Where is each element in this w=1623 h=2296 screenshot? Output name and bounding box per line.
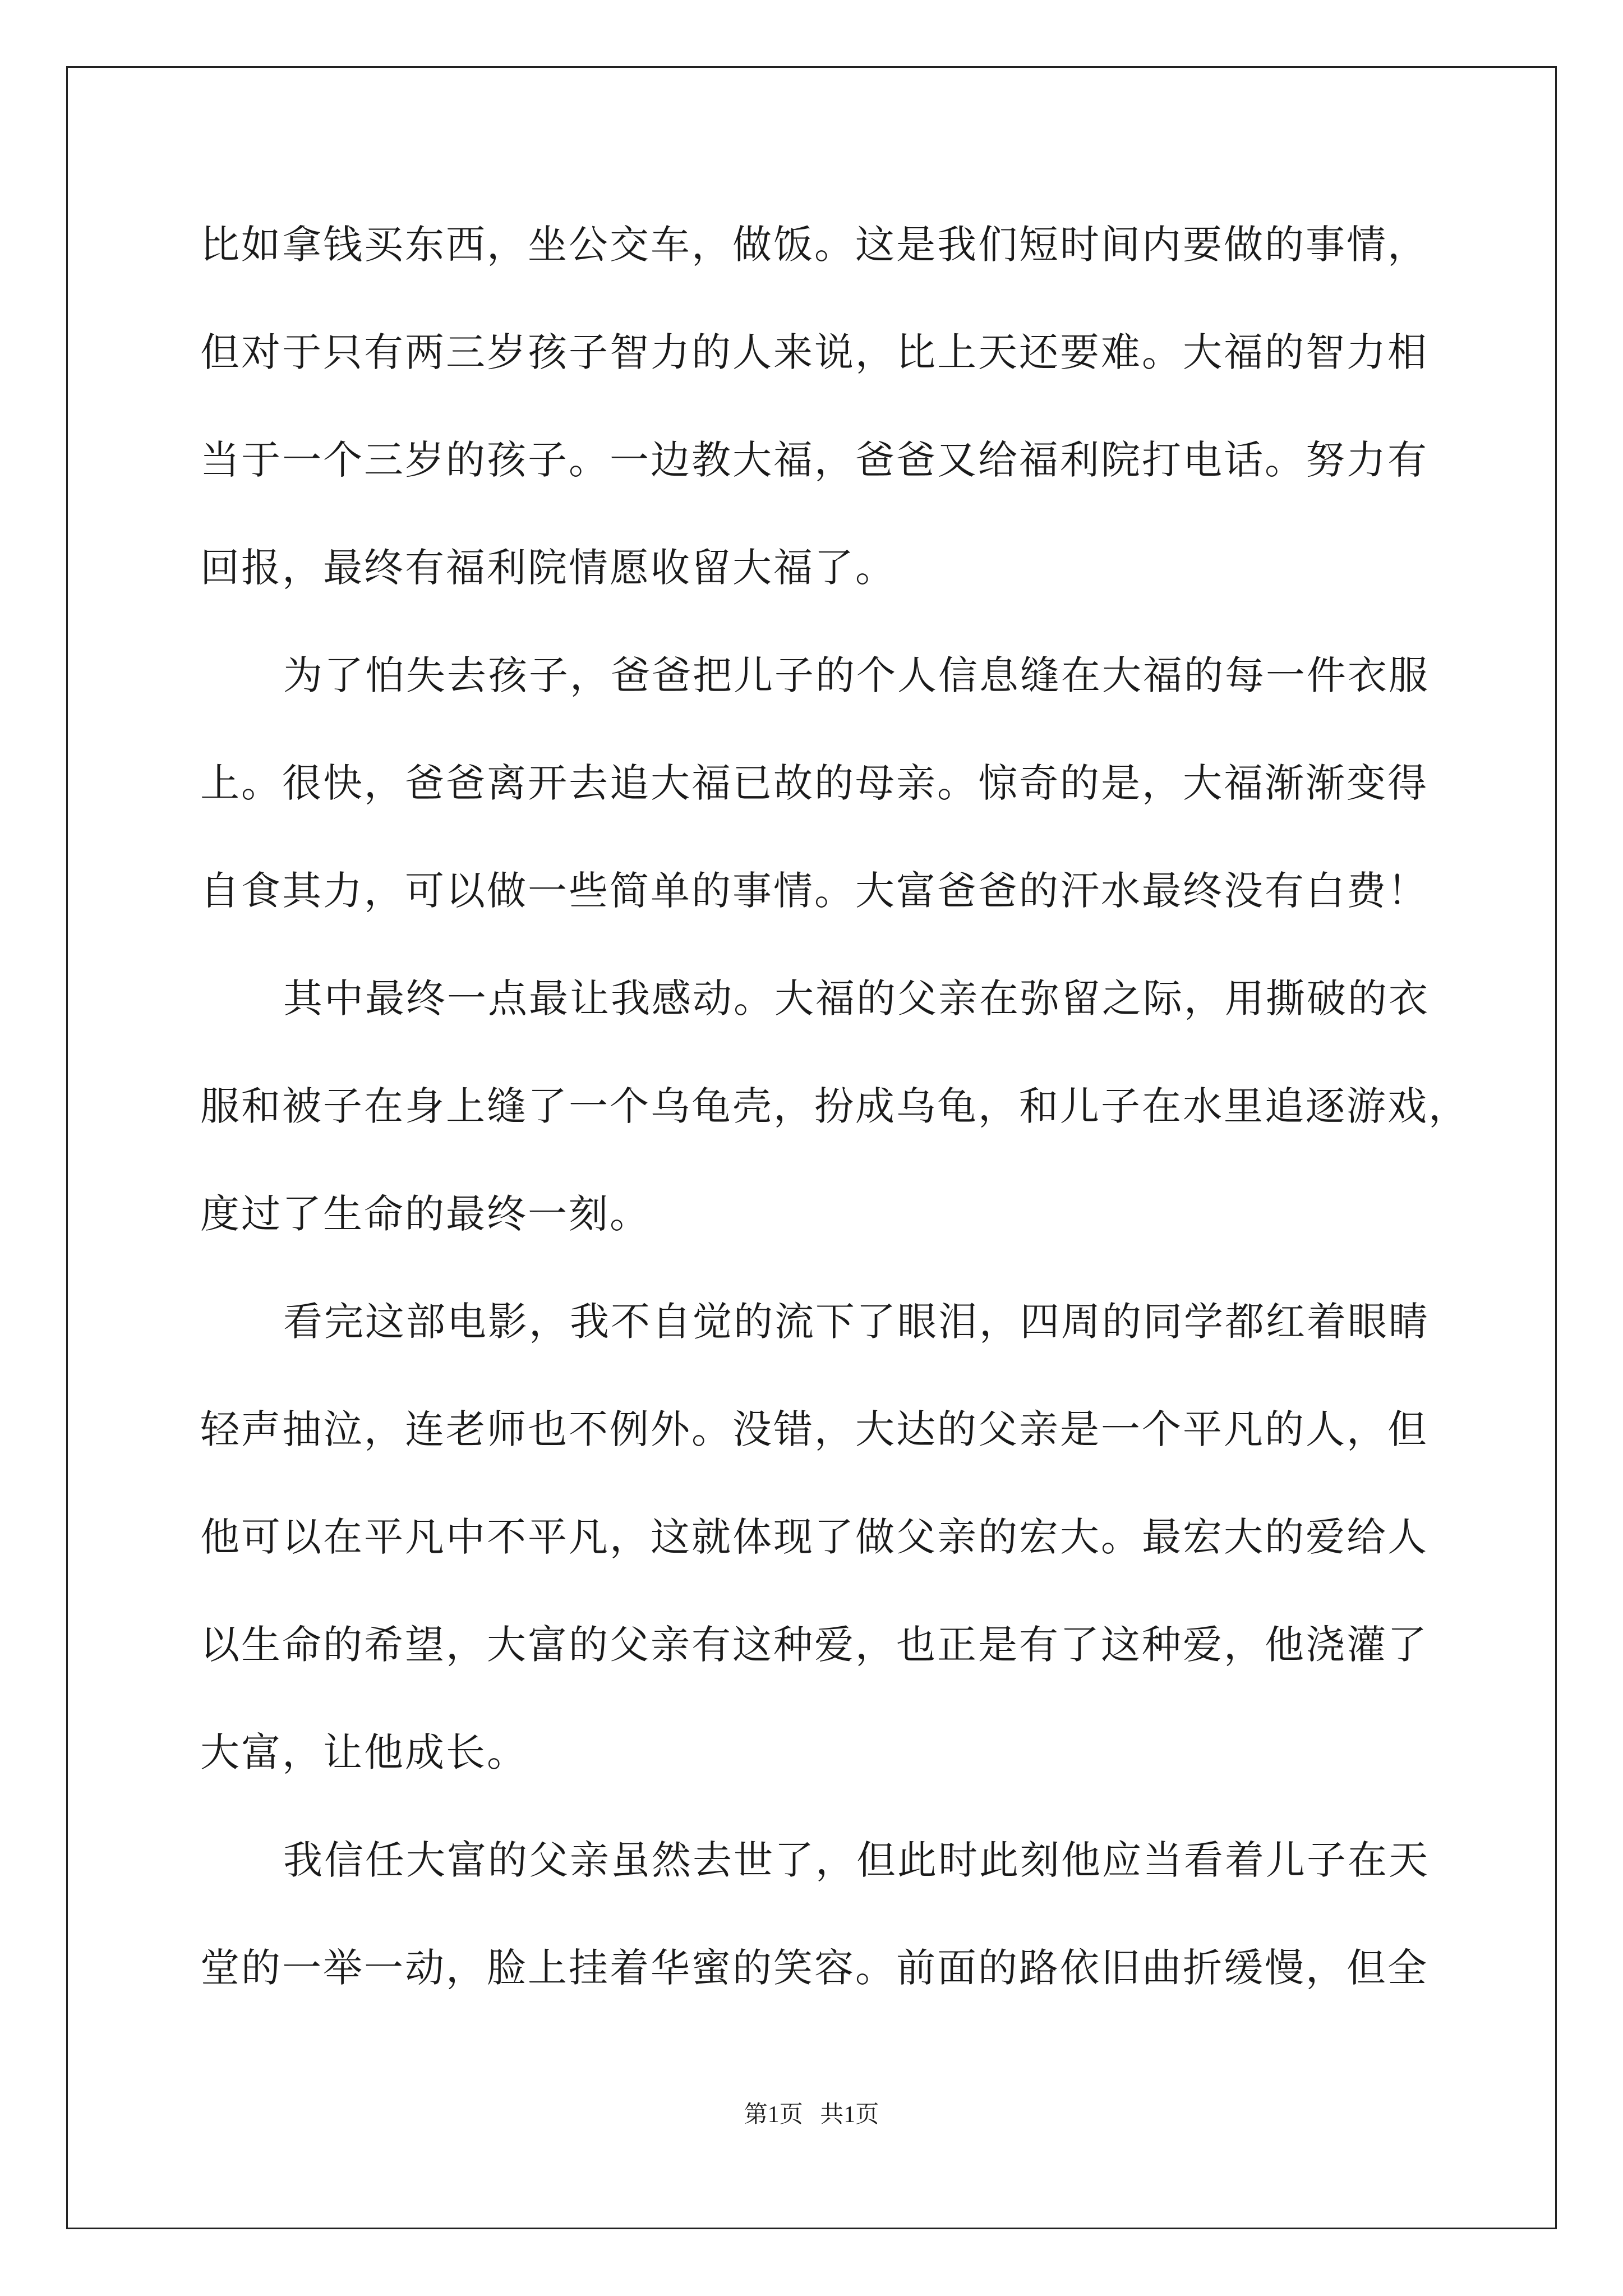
text-line: 堂的一举一动，脸上挂着华蜜的笑容。前面的路依旧曲折缓慢，但全	[200, 1945, 1428, 1991]
text-line: 上。很快，爸爸离开去追大福已故的母亲。惊奇的是，大福渐渐变得	[200, 760, 1428, 806]
text-line: 我信任大富的父亲虽然去世了，但此时此刻他应当看着儿子在天	[283, 1837, 1430, 1883]
text-line: 其中最终一点最让我感动。大福的父亲在弥留之际，用撕破的衣	[283, 976, 1430, 1022]
text-line: 比如拿钱买东西，坐公交车，做饭。这是我们短时间内要做的事情，	[200, 222, 1428, 268]
text-line: 回报，最终有福利院情愿收留大福了。	[200, 545, 896, 591]
text-line: 轻声抽泣，连老师也不例外。没错，大达的父亲是一个平凡的人，但	[200, 1406, 1428, 1452]
text-line: 度过了生命的最终一刻。	[200, 1191, 651, 1237]
text-line: 大富，让他成长。	[200, 1729, 528, 1775]
text-line: 他可以在平凡中不平凡，这就体现了做父亲的宏大。最宏大的爱给人	[200, 1514, 1428, 1560]
text-line: 当于一个三岁的孩子。一边教大福，爸爸又给福利院打电话。努力有	[200, 437, 1428, 483]
text-line: 自食其力，可以做一些简单的事情。大富爸爸的汗水最终没有白费！	[200, 868, 1428, 914]
page-number: 第1页	[744, 2102, 803, 2128]
text-line: 但对于只有两三岁孩子智力的人来说，比上天还要难。大福的智力相	[200, 329, 1428, 375]
page-footer	[0, 2098, 1623, 2132]
text-line: 看完这部电影，我不自觉的流下了眼泪，四周的同学都红着眼睛	[283, 1299, 1430, 1345]
document-body	[200, 191, 1469, 2022]
text-line: 以生命的希望，大富的父亲有这种爱，也正是有了这种爱，他浇灌了	[200, 1622, 1428, 1668]
text-line: 为了怕失去孩子，爸爸把儿子的个人信息缝在大福的每一件衣服	[283, 652, 1430, 698]
text-line: 服和被子在身上缝了一个乌龟壳，扮成乌龟，和儿子在水里追逐游戏，	[200, 1083, 1469, 1129]
page-total: 共1页	[820, 2102, 879, 2128]
